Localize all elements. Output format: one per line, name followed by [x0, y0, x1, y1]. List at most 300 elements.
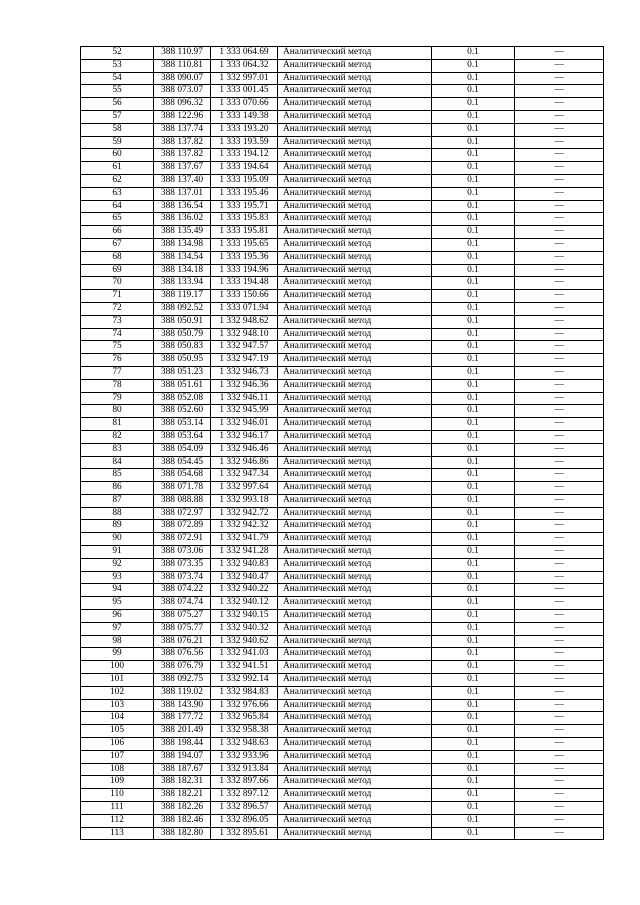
table-row — [81, 482, 604, 495]
point-number-cell: 60 — [81, 149, 154, 162]
accuracy-cell: 0.1 — [432, 648, 515, 661]
point-number-cell: 109 — [81, 776, 154, 789]
x-coordinate-cell: 388 050.79 — [154, 328, 211, 341]
y-coordinate-cell: 1 333 195.83 — [211, 213, 278, 226]
point-number-cell: 58 — [81, 123, 154, 136]
x-coordinate-cell: 388 076.79 — [154, 661, 211, 674]
point-number-cell: 59 — [81, 136, 154, 149]
method-cell: Аналитический метод — [278, 750, 432, 763]
y-coordinate-cell: 1 332 940.47 — [211, 571, 278, 584]
note-cell: — — [515, 482, 604, 495]
table-row — [81, 738, 604, 751]
point-number-cell: 82 — [81, 430, 154, 443]
point-number-cell: 69 — [81, 264, 154, 277]
accuracy-cell: 0.1 — [432, 571, 515, 584]
x-coordinate-cell: 388 072.89 — [154, 520, 211, 533]
method-cell: Аналитический метод — [278, 789, 432, 802]
table-row — [81, 610, 604, 623]
method-cell: Аналитический метод — [278, 661, 432, 674]
y-coordinate-cell: 1 332 958.38 — [211, 725, 278, 738]
x-coordinate-cell: 388 137.74 — [154, 123, 211, 136]
point-number-cell: 97 — [81, 622, 154, 635]
x-coordinate-cell: 388 134.18 — [154, 264, 211, 277]
y-coordinate-cell: 1 332 897.66 — [211, 776, 278, 789]
note-cell: — — [515, 200, 604, 213]
note-cell: — — [515, 546, 604, 559]
accuracy-cell: 0.1 — [432, 699, 515, 712]
note-cell: — — [515, 622, 604, 635]
point-number-cell: 110 — [81, 789, 154, 802]
method-cell: Аналитический метод — [278, 712, 432, 725]
table-row — [81, 814, 604, 827]
method-cell: Аналитический метод — [278, 405, 432, 418]
table-row — [81, 110, 604, 123]
x-coordinate-cell: 388 092.52 — [154, 302, 211, 315]
accuracy-cell: 0.1 — [432, 418, 515, 431]
table-row — [81, 430, 604, 443]
note-cell: — — [515, 456, 604, 469]
x-coordinate-cell: 388 187.67 — [154, 763, 211, 776]
note-cell: — — [515, 584, 604, 597]
method-cell: Аналитический метод — [278, 443, 432, 456]
x-coordinate-cell: 388 073.06 — [154, 546, 211, 559]
point-number-cell: 78 — [81, 379, 154, 392]
method-cell: Аналитический метод — [278, 610, 432, 623]
table-row — [81, 341, 604, 354]
accuracy-cell: 0.1 — [432, 674, 515, 687]
y-coordinate-cell: 1 332 965.84 — [211, 712, 278, 725]
y-coordinate-cell: 1 332 895.61 — [211, 827, 278, 840]
x-coordinate-cell: 388 074.22 — [154, 584, 211, 597]
point-number-cell: 91 — [81, 546, 154, 559]
point-number-cell: 96 — [81, 610, 154, 623]
table-row — [81, 776, 604, 789]
method-cell: Аналитический метод — [278, 802, 432, 815]
accuracy-cell: 0.1 — [432, 405, 515, 418]
method-cell: Аналитический метод — [278, 597, 432, 610]
point-number-cell: 94 — [81, 584, 154, 597]
accuracy-cell: 0.1 — [432, 277, 515, 290]
accuracy-cell: 0.1 — [432, 174, 515, 187]
point-number-cell: 83 — [81, 443, 154, 456]
accuracy-cell: 0.1 — [432, 379, 515, 392]
accuracy-cell: 0.1 — [432, 802, 515, 815]
x-coordinate-cell: 388 110.81 — [154, 59, 211, 72]
accuracy-cell: 0.1 — [432, 187, 515, 200]
x-coordinate-cell: 388 137.67 — [154, 162, 211, 175]
accuracy-cell: 0.1 — [432, 712, 515, 725]
table-row — [81, 277, 604, 290]
accuracy-cell: 0.1 — [432, 776, 515, 789]
x-coordinate-cell: 388 134.54 — [154, 251, 211, 264]
table-row — [81, 674, 604, 687]
table-row — [81, 302, 604, 315]
y-coordinate-cell: 1 333 194.64 — [211, 162, 278, 175]
y-coordinate-cell: 1 332 946.36 — [211, 379, 278, 392]
method-cell: Аналитический метод — [278, 72, 432, 85]
table-row — [81, 59, 604, 72]
point-number-cell: 75 — [81, 341, 154, 354]
point-number-cell: 95 — [81, 597, 154, 610]
y-coordinate-cell: 1 332 984.83 — [211, 686, 278, 699]
point-number-cell: 105 — [81, 725, 154, 738]
table-row — [81, 648, 604, 661]
table-row — [81, 72, 604, 85]
method-cell: Аналитический метод — [278, 571, 432, 584]
note-cell: — — [515, 213, 604, 226]
method-cell: Аналитический метод — [278, 520, 432, 533]
method-cell: Аналитический метод — [278, 366, 432, 379]
point-number-cell: 107 — [81, 750, 154, 763]
point-number-cell: 90 — [81, 533, 154, 546]
note-cell: — — [515, 366, 604, 379]
method-cell: Аналитический метод — [278, 200, 432, 213]
table-row — [81, 712, 604, 725]
table-row — [81, 494, 604, 507]
accuracy-cell: 0.1 — [432, 328, 515, 341]
point-number-cell: 87 — [81, 494, 154, 507]
note-cell: — — [515, 290, 604, 303]
point-number-cell: 56 — [81, 98, 154, 111]
point-number-cell: 68 — [81, 251, 154, 264]
method-cell: Аналитический метод — [278, 814, 432, 827]
table-row — [81, 533, 604, 546]
point-number-cell: 52 — [81, 47, 154, 60]
table-row — [81, 85, 604, 98]
method-cell: Аналитический метод — [278, 622, 432, 635]
y-coordinate-cell: 1 332 997.01 — [211, 72, 278, 85]
y-coordinate-cell: 1 332 940.12 — [211, 597, 278, 610]
table-row — [81, 418, 604, 431]
x-coordinate-cell: 388 051.61 — [154, 379, 211, 392]
y-coordinate-cell: 1 332 946.11 — [211, 392, 278, 405]
note-cell: — — [515, 379, 604, 392]
table-row — [81, 597, 604, 610]
table-row — [81, 750, 604, 763]
table-row — [81, 507, 604, 520]
note-cell: — — [515, 123, 604, 136]
x-coordinate-cell: 388 119.02 — [154, 686, 211, 699]
x-coordinate-cell: 388 122.96 — [154, 110, 211, 123]
accuracy-cell: 0.1 — [432, 47, 515, 60]
y-coordinate-cell: 1 332 913.84 — [211, 763, 278, 776]
table-row — [81, 789, 604, 802]
y-coordinate-cell: 1 332 940.32 — [211, 622, 278, 635]
point-number-cell: 76 — [81, 354, 154, 367]
y-coordinate-cell: 1 332 947.57 — [211, 341, 278, 354]
accuracy-cell: 0.1 — [432, 482, 515, 495]
accuracy-cell: 0.1 — [432, 59, 515, 72]
table-row — [81, 354, 604, 367]
table-row — [81, 546, 604, 559]
table-row — [81, 187, 604, 200]
accuracy-cell: 0.1 — [432, 110, 515, 123]
x-coordinate-cell: 388 052.60 — [154, 405, 211, 418]
x-coordinate-cell: 388 074.74 — [154, 597, 211, 610]
note-cell: — — [515, 85, 604, 98]
point-number-cell: 79 — [81, 392, 154, 405]
method-cell: Аналитический метод — [278, 827, 432, 840]
accuracy-cell: 0.1 — [432, 622, 515, 635]
x-coordinate-cell: 388 071.78 — [154, 482, 211, 495]
point-number-cell: 72 — [81, 302, 154, 315]
y-coordinate-cell: 1 332 948.62 — [211, 315, 278, 328]
x-coordinate-cell: 388 051.23 — [154, 366, 211, 379]
table-row — [81, 149, 604, 162]
y-coordinate-cell: 1 332 946.86 — [211, 456, 278, 469]
method-cell: Аналитический метод — [278, 226, 432, 239]
accuracy-cell: 0.1 — [432, 725, 515, 738]
y-coordinate-cell: 1 333 001.45 — [211, 85, 278, 98]
method-cell: Аналитический метод — [278, 302, 432, 315]
y-coordinate-cell: 1 333 195.71 — [211, 200, 278, 213]
table-row — [81, 366, 604, 379]
method-cell: Аналитический метод — [278, 674, 432, 687]
note-cell: — — [515, 341, 604, 354]
table-row — [81, 763, 604, 776]
table-row — [81, 584, 604, 597]
point-number-cell: 111 — [81, 802, 154, 815]
method-cell: Аналитический метод — [278, 238, 432, 251]
note-cell: — — [515, 264, 604, 277]
y-coordinate-cell: 1 332 940.22 — [211, 584, 278, 597]
x-coordinate-cell: 388 075.77 — [154, 622, 211, 635]
accuracy-cell: 0.1 — [432, 136, 515, 149]
x-coordinate-cell: 388 053.64 — [154, 430, 211, 443]
point-number-cell: 85 — [81, 469, 154, 482]
table-row — [81, 405, 604, 418]
y-coordinate-cell: 1 332 896.57 — [211, 802, 278, 815]
y-coordinate-cell: 1 332 997.64 — [211, 482, 278, 495]
accuracy-cell: 0.1 — [432, 123, 515, 136]
y-coordinate-cell: 1 332 946.73 — [211, 366, 278, 379]
x-coordinate-cell: 388 177.72 — [154, 712, 211, 725]
note-cell: — — [515, 59, 604, 72]
note-cell: — — [515, 674, 604, 687]
y-coordinate-cell: 1 332 940.83 — [211, 558, 278, 571]
accuracy-cell: 0.1 — [432, 443, 515, 456]
note-cell: — — [515, 789, 604, 802]
method-cell: Аналитический метод — [278, 546, 432, 559]
table-row — [81, 200, 604, 213]
y-coordinate-cell: 1 332 897.12 — [211, 789, 278, 802]
point-number-cell: 74 — [81, 328, 154, 341]
accuracy-cell: 0.1 — [432, 546, 515, 559]
accuracy-cell: 0.1 — [432, 290, 515, 303]
note-cell: — — [515, 277, 604, 290]
method-cell: Аналитический метод — [278, 430, 432, 443]
accuracy-cell: 0.1 — [432, 315, 515, 328]
table-row — [81, 456, 604, 469]
method-cell: Аналитический метод — [278, 328, 432, 341]
point-number-cell: 62 — [81, 174, 154, 187]
table-row — [81, 571, 604, 584]
point-number-cell: 73 — [81, 315, 154, 328]
method-cell: Аналитический метод — [278, 635, 432, 648]
method-cell: Аналитический метод — [278, 98, 432, 111]
point-number-cell: 99 — [81, 648, 154, 661]
note-cell: — — [515, 315, 604, 328]
method-cell: Аналитический метод — [278, 162, 432, 175]
table-row — [81, 520, 604, 533]
method-cell: Аналитический метод — [278, 584, 432, 597]
y-coordinate-cell: 1 332 942.32 — [211, 520, 278, 533]
method-cell: Аналитический метод — [278, 47, 432, 60]
note-cell: — — [515, 238, 604, 251]
table-row — [81, 136, 604, 149]
point-number-cell: 84 — [81, 456, 154, 469]
table-row — [81, 174, 604, 187]
point-number-cell: 104 — [81, 712, 154, 725]
method-cell: Аналитический метод — [278, 507, 432, 520]
method-cell: Аналитический метод — [278, 725, 432, 738]
y-coordinate-cell: 1 332 941.51 — [211, 661, 278, 674]
y-coordinate-cell: 1 332 993.18 — [211, 494, 278, 507]
y-coordinate-cell: 1 333 195.46 — [211, 187, 278, 200]
x-coordinate-cell: 388 119.17 — [154, 290, 211, 303]
accuracy-cell: 0.1 — [432, 430, 515, 443]
point-number-cell: 64 — [81, 200, 154, 213]
x-coordinate-cell: 388 073.74 — [154, 571, 211, 584]
accuracy-cell: 0.1 — [432, 597, 515, 610]
x-coordinate-cell: 388 050.83 — [154, 341, 211, 354]
x-coordinate-cell: 388 182.26 — [154, 802, 211, 815]
accuracy-cell: 0.1 — [432, 738, 515, 751]
x-coordinate-cell: 388 182.46 — [154, 814, 211, 827]
method-cell: Аналитический метод — [278, 354, 432, 367]
note-cell: — — [515, 430, 604, 443]
table-row — [81, 47, 604, 60]
method-cell: Аналитический метод — [278, 277, 432, 290]
point-number-cell: 54 — [81, 72, 154, 85]
point-number-cell: 92 — [81, 558, 154, 571]
point-number-cell: 88 — [81, 507, 154, 520]
accuracy-cell: 0.1 — [432, 354, 515, 367]
table-row — [81, 686, 604, 699]
note-cell: — — [515, 443, 604, 456]
point-number-cell: 63 — [81, 187, 154, 200]
x-coordinate-cell: 388 054.09 — [154, 443, 211, 456]
point-number-cell: 71 — [81, 290, 154, 303]
table-row — [81, 725, 604, 738]
accuracy-cell: 0.1 — [432, 686, 515, 699]
y-coordinate-cell: 1 332 941.79 — [211, 533, 278, 546]
note-cell: — — [515, 520, 604, 533]
method-cell: Аналитический метод — [278, 264, 432, 277]
note-cell: — — [515, 814, 604, 827]
method-cell: Аналитический метод — [278, 418, 432, 431]
x-coordinate-cell: 388 075.27 — [154, 610, 211, 623]
method-cell: Аналитический метод — [278, 379, 432, 392]
x-coordinate-cell: 388 201.49 — [154, 725, 211, 738]
accuracy-cell: 0.1 — [432, 200, 515, 213]
coordinates-table-body — [81, 47, 604, 840]
point-number-cell: 67 — [81, 238, 154, 251]
note-cell: — — [515, 597, 604, 610]
x-coordinate-cell: 388 135.49 — [154, 226, 211, 239]
table-row — [81, 661, 604, 674]
accuracy-cell: 0.1 — [432, 98, 515, 111]
method-cell: Аналитический метод — [278, 469, 432, 482]
method-cell: Аналитический метод — [278, 213, 432, 226]
table-row — [81, 635, 604, 648]
x-coordinate-cell: 388 072.97 — [154, 507, 211, 520]
y-coordinate-cell: 1 333 195.36 — [211, 251, 278, 264]
accuracy-cell: 0.1 — [432, 251, 515, 264]
method-cell: Аналитический метод — [278, 110, 432, 123]
method-cell: Аналитический метод — [278, 341, 432, 354]
note-cell: — — [515, 354, 604, 367]
note-cell: — — [515, 47, 604, 60]
y-coordinate-cell: 1 333 194.48 — [211, 277, 278, 290]
y-coordinate-cell: 1 332 933.96 — [211, 750, 278, 763]
note-cell: — — [515, 251, 604, 264]
accuracy-cell: 0.1 — [432, 494, 515, 507]
x-coordinate-cell: 388 137.40 — [154, 174, 211, 187]
x-coordinate-cell: 388 136.02 — [154, 213, 211, 226]
method-cell: Аналитический метод — [278, 290, 432, 303]
point-number-cell: 103 — [81, 699, 154, 712]
note-cell: — — [515, 418, 604, 431]
method-cell: Аналитический метод — [278, 123, 432, 136]
method-cell: Аналитический метод — [278, 149, 432, 162]
accuracy-cell: 0.1 — [432, 610, 515, 623]
method-cell: Аналитический метод — [278, 59, 432, 72]
accuracy-cell: 0.1 — [432, 264, 515, 277]
accuracy-cell: 0.1 — [432, 814, 515, 827]
note-cell: — — [515, 686, 604, 699]
table-row — [81, 213, 604, 226]
x-coordinate-cell: 388 133.94 — [154, 277, 211, 290]
method-cell: Аналитический метод — [278, 174, 432, 187]
point-number-cell: 66 — [81, 226, 154, 239]
accuracy-cell: 0.1 — [432, 366, 515, 379]
accuracy-cell: 0.1 — [432, 520, 515, 533]
point-number-cell: 65 — [81, 213, 154, 226]
y-coordinate-cell: 1 333 149.38 — [211, 110, 278, 123]
table-row — [81, 379, 604, 392]
accuracy-cell: 0.1 — [432, 341, 515, 354]
x-coordinate-cell: 388 143.90 — [154, 699, 211, 712]
y-coordinate-cell: 1 332 947.34 — [211, 469, 278, 482]
table-row — [81, 315, 604, 328]
y-coordinate-cell: 1 333 150.66 — [211, 290, 278, 303]
note-cell: — — [515, 174, 604, 187]
y-coordinate-cell: 1 332 947.19 — [211, 354, 278, 367]
x-coordinate-cell: 388 110.97 — [154, 47, 211, 60]
x-coordinate-cell: 388 054.45 — [154, 456, 211, 469]
accuracy-cell: 0.1 — [432, 558, 515, 571]
y-coordinate-cell: 1 333 071.94 — [211, 302, 278, 315]
x-coordinate-cell: 388 137.82 — [154, 136, 211, 149]
point-number-cell: 81 — [81, 418, 154, 431]
table-row — [81, 162, 604, 175]
method-cell: Аналитический метод — [278, 392, 432, 405]
note-cell: — — [515, 738, 604, 751]
y-coordinate-cell: 1 333 195.65 — [211, 238, 278, 251]
note-cell: — — [515, 610, 604, 623]
y-coordinate-cell: 1 333 064.32 — [211, 59, 278, 72]
note-cell: — — [515, 405, 604, 418]
point-number-cell: 77 — [81, 366, 154, 379]
x-coordinate-cell: 388 137.01 — [154, 187, 211, 200]
method-cell: Аналитический метод — [278, 738, 432, 751]
accuracy-cell: 0.1 — [432, 149, 515, 162]
x-coordinate-cell: 388 096.32 — [154, 98, 211, 111]
x-coordinate-cell: 388 198.44 — [154, 738, 211, 751]
point-number-cell: 112 — [81, 814, 154, 827]
method-cell: Аналитический метод — [278, 686, 432, 699]
